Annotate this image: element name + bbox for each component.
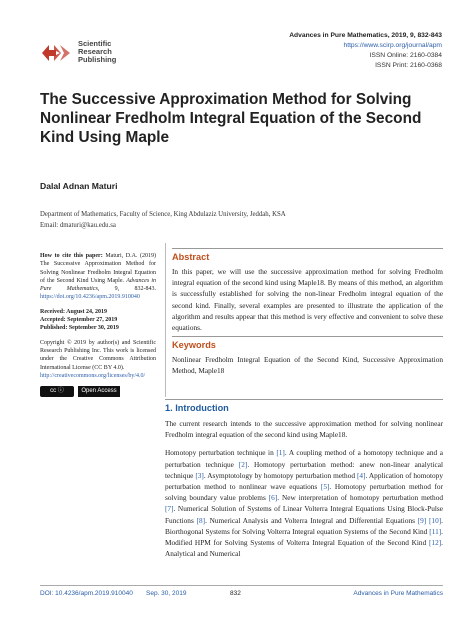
publisher-name-line: Research <box>78 47 112 57</box>
text: . A coupling method of a homotopy technique and a perturbation technique <box>165 448 443 469</box>
issn-online: ISSN Online: 2160-0384 <box>369 52 442 59</box>
text: . Homotopy perturbation method: anew non-linear analytical technique <box>165 459 443 480</box>
license-link[interactable]: http://creativecommons.org/licenses/by/4.0/ <box>40 372 146 379</box>
text: . Biorthogonal Systems for Solving Volterra Integral equation Systems of the Second Kind <box>165 515 443 536</box>
text: . Homotopy perturbation method for solving boundary value problems <box>165 482 443 503</box>
text: . New interpretation of homotopy perturbation method <box>277 493 443 503</box>
cite-volume: , 9, 832-843. <box>97 286 157 293</box>
abstract-rule <box>172 248 443 249</box>
issn-print: ISSN Print: 2160-0368 <box>375 62 442 69</box>
cc-by-badge[interactable]: cc ⓘ <box>40 386 74 397</box>
keywords-rule <box>172 336 443 337</box>
text: . Numerical Solution of Systems of Linear Volterra Integral Equations Using Block-Pulse Functions <box>165 504 443 525</box>
paper-title: The Successive Approximation Method for Solving Nonlinear Fredholm Integral Equation of the Second Kind Using Maple <box>40 91 422 146</box>
cite-journal: Advances in Pure Mathematics <box>40 277 157 293</box>
affiliation-text: Department of Mathematics, Faculty of Science, King Abdulaziz University, Jeddah, KSA <box>40 211 286 218</box>
text: . Asymptotology by homotopy perturbation method <box>203 470 357 480</box>
publisher-name <box>78 40 116 65</box>
received-date: Received: August 24, 2019 <box>40 308 107 315</box>
ref-link[interactable]: [5] <box>320 482 330 492</box>
footer-doi[interactable]: DOI: 10.4236/apm.2019.910040 <box>40 590 133 597</box>
author-affiliation <box>40 209 286 231</box>
ref-link[interactable]: [3] <box>195 470 204 480</box>
cite-doi-link[interactable]: https://doi.org/10.4236/apm.2019.910040 <box>40 294 140 301</box>
cite-block <box>40 252 156 302</box>
footer-rule <box>40 585 443 586</box>
footer-page-number: 832 <box>230 590 241 597</box>
ref-link[interactable]: [7] <box>165 504 174 514</box>
copyright-text: Copyright © 2019 by author(s) and Scientific Research Publishing Inc. This work is licensed under the Creative Commons Attribution International License (CC BY 4.0). <box>40 339 156 371</box>
ref-link[interactable]: [8] <box>196 515 206 525</box>
abstract-heading: Abstract <box>172 252 210 262</box>
copyright-block <box>40 339 156 380</box>
publisher-name-line: Scientific <box>78 39 112 48</box>
ref-link[interactable]: [11] <box>429 526 442 536</box>
introduction-heading: 1. Introduction <box>165 403 229 413</box>
keywords-heading: Keywords <box>172 340 216 350</box>
introduction-rule <box>165 399 443 400</box>
abstract-text: In this paper, we will use the successive approximation method for solving Fredholm integral equation of the second kind using Maple18. By means of this method, an algorithm is successfully established for solving the non-linear Fredholm integral equation of the second kind. Finally, several examples are presented to illustrate the application of the algorithm and results appear that this method is very effective and convenient to solve these equations. <box>172 267 443 333</box>
publisher-name-line: Publishing <box>78 55 117 65</box>
author-name: Dalal Adnan Maturi <box>40 181 118 191</box>
published-date: Published: September 30, 2019 <box>40 325 119 332</box>
cite-text: Maturi, D.A. (2019) The Successive Approximation Method for Solving Nonlinear Fredholm Integral Equation of the Second Kind Using Maple. <box>40 253 156 284</box>
footer-journal: Advances in Pure Mathematics <box>353 590 443 597</box>
text: . Modified HPM for Solving Systems of Volterra Integral Equation of the Second Kind <box>165 526 443 548</box>
article-info-column <box>40 252 156 397</box>
ref-link[interactable]: [6] <box>268 493 278 503</box>
ref-link[interactable]: [2] <box>238 459 248 469</box>
license-badges <box>40 386 156 397</box>
intro-paragraph-1: The current research intends to the successive approximation method for solving nonlinear Fredholm integral equation of the second kind using Maple18. <box>165 419 443 440</box>
column-divider <box>165 243 166 397</box>
keywords-text: Nonlinear Fredholm Integral Equation of the Second Kind, Successive Approximation Method, Maple18 <box>172 355 443 376</box>
text: . Analytical and Numerical <box>165 538 443 559</box>
accepted-date: Accepted: September 27, 2019 <box>40 317 118 324</box>
ref-link[interactable]: [10] <box>429 515 442 525</box>
author-email: Email: dmaturi@kau.edu.sa <box>40 222 116 229</box>
ref-link[interactable]: [1] <box>276 448 285 458</box>
text: . Application of homotopy perturbation method to nonlinear wave equations <box>165 470 443 492</box>
text: . Numerical Analysis and Volterra Integral and Differential Equations <box>205 515 418 525</box>
introduction-body <box>165 418 443 566</box>
publisher-logo-icon <box>40 41 72 65</box>
dates-block <box>40 308 156 333</box>
cite-label: How to cite this paper: <box>40 253 103 259</box>
journal-citation: Advances in Pure Mathematics, 2019, 9, 832-843 <box>289 32 442 39</box>
footer-date: Sep. 30, 2019 <box>146 590 187 597</box>
ref-link[interactable]: [4] <box>356 470 366 480</box>
journal-info <box>289 31 442 71</box>
text: Homotopy perturbation technique in <box>165 448 277 458</box>
journal-url-link[interactable]: https://www.scirp.org/journal/apm <box>343 42 442 49</box>
open-access-badge: Open Access <box>78 386 120 397</box>
intro-paragraph-2 <box>165 447 443 559</box>
ref-link[interactable]: [12] <box>429 538 442 548</box>
ref-link[interactable]: [9] <box>417 515 427 525</box>
